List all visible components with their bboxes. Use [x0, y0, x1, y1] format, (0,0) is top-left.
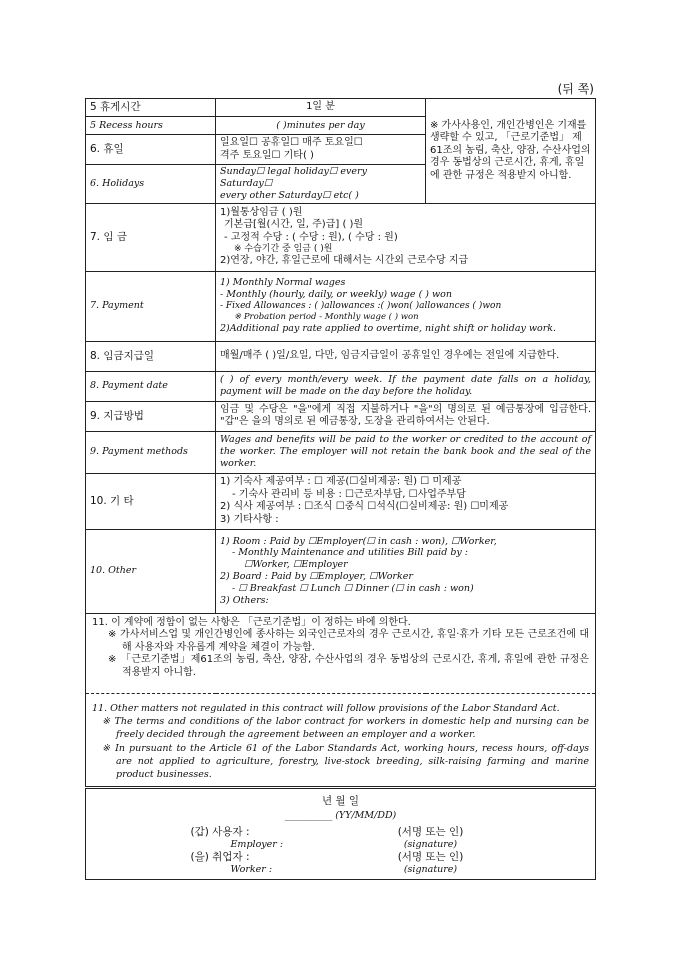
other-ko-line: - 기숙사 관리비 등 비용 : ☐근로자부담, ☐사업주부담 [232, 488, 466, 500]
clause11-en-main: 11. Other matters not regulated in this contract will follow provisions of the Labor Standard Act. [92, 702, 560, 714]
holidays-value-en[interactable] [216, 165, 426, 204]
wage-ko-line: 1)월통상임금 ( )원 [220, 206, 303, 218]
other-label-ko: 10. 기 타 [86, 473, 216, 529]
holidays-ko-line2: 격주 토요일☐ 기타( ) [220, 149, 314, 161]
clause11-ko-main: 11. 이 계약에 정함이 없는 사항은 「근로기준법」이 정하는 바에 의한다. [92, 616, 411, 628]
paymethod-value-en: Wages and benefits will be paid to the worker or credited to the account of the worker. The employer will not retain the bank book and the seal of the worker. [216, 431, 596, 473]
other-en-line: 1) Room : Paid by ☐Employer(☐ in cash : won), ☐Worker, [220, 535, 497, 547]
recess-label-ko: 5 휴게시간 [86, 99, 216, 117]
other-en-line: - Monthly Maintenance and utilities Bill paid by : [232, 547, 468, 559]
wage-en-line: 1) Monthly Normal wages [220, 277, 346, 289]
clause11-en-note2: ※ In pursuant to the Article 61 of the Labor Standards Act, working hours, recess hours, off-days are not applied to agriculture, forestry, live-stock breeding, silk-raising farming and marine product businesses. [102, 742, 589, 781]
side-note: ※ 가사사용인, 개인간병인은 기재를 생략할 수 있고, 「근로기준법」 제61조의 농림, 축산, 양잠, 수산사업의 경우 동법상의 근로시간, 휴게, 휴일에 관한 규정은 적용받지 아니함. [426, 99, 596, 204]
worker-sign-en[interactable]: (signature) [403, 863, 458, 875]
holidays-label-ko: 6. 휴일 [86, 135, 216, 165]
wage-ko-line: - 고정적 수당 : ( 수당 : 원), ( 수당 : 원) [224, 231, 398, 243]
other-ko-line: 2) 식사 제공여부 : ☐조식 ☐중식 ☐석식(☐실비제공: 원) ☐미제공 [220, 501, 509, 513]
other-ko-line: 1) 기숙사 제공여부 : ☐ 제공(☐실비제공: 원) ☐ 미제공 [220, 476, 462, 488]
wage-en-line: ※ Probation period - Monthly wage ( ) won [234, 312, 419, 323]
holidays-ko-line1: 일요일☐ 공휴일☐ 매주 토요일☐ [220, 137, 363, 148]
wage-ko-line: ※ 수습기간 중 임금 ( )원 [234, 244, 333, 254]
paydate-label-en: 8. Payment date [86, 371, 216, 401]
recess-value-ko[interactable]: 1일 분 [216, 99, 426, 117]
wage-value-ko[interactable] [216, 203, 596, 271]
other-en-line: ☐Worker, ☐Employer [244, 559, 348, 571]
date-en[interactable]: __________ (YY/MM/DD) [284, 809, 397, 821]
employer-label-en: Employer : [230, 838, 284, 850]
wage-ko-line: 기본급[월(시간, 일, 주)급] ( )원 [224, 219, 364, 230]
worker-label-ko: (을) 취업자 : [190, 850, 250, 863]
other-en-line: 2) Board : Paid by ☐Employer, ☐Worker [220, 571, 413, 583]
other-ko-line: 3) 기타사항 : [220, 513, 279, 525]
signature-block [86, 787, 596, 879]
wage-label-ko: 7. 임 금 [86, 203, 216, 271]
holidays-label-en: 6. Holidays [86, 165, 216, 204]
worker-sign-ko[interactable]: (서명 또는 인) [397, 850, 464, 863]
wage-en-line: - Fixed Allowances : ( )allowances :( )won( )allowances ( )won [220, 301, 502, 312]
wage-ko-line: 2)연장, 야간, 휴일근로에 대해서는 시간외 근로수당 지급 [220, 255, 469, 267]
paymethod-label-ko: 9. 지급방법 [86, 401, 216, 431]
wage-en-line: - Monthly (hourly, daily, or weekly) wage ( ) won [220, 289, 452, 301]
wage-label-en: 7. Payment [86, 271, 216, 341]
clause11-ko-note2: ※ 「근로기준법」제61조의 농림, 축산, 양잠, 수산사업의 경우 동법상의 근로시간, 휴게, 휴일에 관한 규정은 적용받지 아니함. [108, 654, 589, 678]
other-label-en: 10. Other [86, 529, 216, 613]
wage-en-line: 2)Additional pay rate applied to overtime, night shift or holiday work. [220, 323, 557, 334]
paymethod-label-en: 9. Payment methods [86, 431, 216, 473]
date-ko[interactable]: 년 월 일 [321, 794, 360, 807]
recess-label-en: 5 Recess hours [86, 117, 216, 135]
other-value-ko[interactable] [216, 473, 596, 529]
clause11-ko [86, 613, 596, 693]
recess-value-en[interactable]: ( )minutes per day [216, 117, 426, 135]
other-en-line: - ☐ Breakfast ☐ Lunch ☐ Dinner (☐ in cash : won) [232, 583, 474, 594]
paydate-value-ko[interactable]: 매월/매주 ( )일/요일, 다만, 임금지급일이 공휴일인 경우에는 전일에 지급한다. [216, 341, 596, 371]
employer-sign-ko[interactable]: (서명 또는 인) [397, 825, 464, 838]
clause11-en [86, 693, 596, 787]
other-en-line: 3) Others: [220, 594, 269, 606]
contract-form-back [85, 98, 596, 880]
page-side-mark: (뒤 쪽) [557, 82, 594, 96]
holidays-en-line1: Sunday☐ legal holiday☐ every Saturday☐ [220, 166, 367, 189]
worker-label-en: Worker : [230, 863, 273, 875]
employer-sign-en[interactable]: (signature) [403, 838, 458, 850]
paymethod-value-ko: 임금 및 수당은 "을"에게 직접 지불하거나 "을"의 명의로 된 예금통장에 입금한다. "갑"은 을의 명의로 된 예금통장, 도장을 관리하여서는 안된다. [216, 401, 596, 431]
clause11-ko-note1: ※ 가사서비스업 및 개인간병인에 종사하는 외국인근로자의 경우 근로시간, 휴일·휴가 기타 모든 근로조건에 대해 사용자와 자유롭게 계약을 체결이 가능함. [108, 629, 589, 653]
employer-label-ko: (갑) 사용자 : [190, 825, 250, 838]
holidays-value-ko[interactable] [216, 135, 426, 165]
other-value-en[interactable] [216, 529, 596, 613]
wage-value-en[interactable] [216, 271, 596, 341]
holidays-en-line2: every other Saturday☐ etc( ) [220, 189, 359, 201]
clause11-en-note1: ※ The terms and conditions of the labor contract for workers in domestic help and nursing can be freely decided through the agreement between an employer and a worker. [102, 715, 589, 741]
paydate-value-en[interactable]: ( ) of every month/every week. If the payment date falls on a holiday, payment will be made on the day before the holiday. [216, 371, 596, 401]
paydate-label-ko: 8. 임금지급일 [86, 341, 216, 371]
